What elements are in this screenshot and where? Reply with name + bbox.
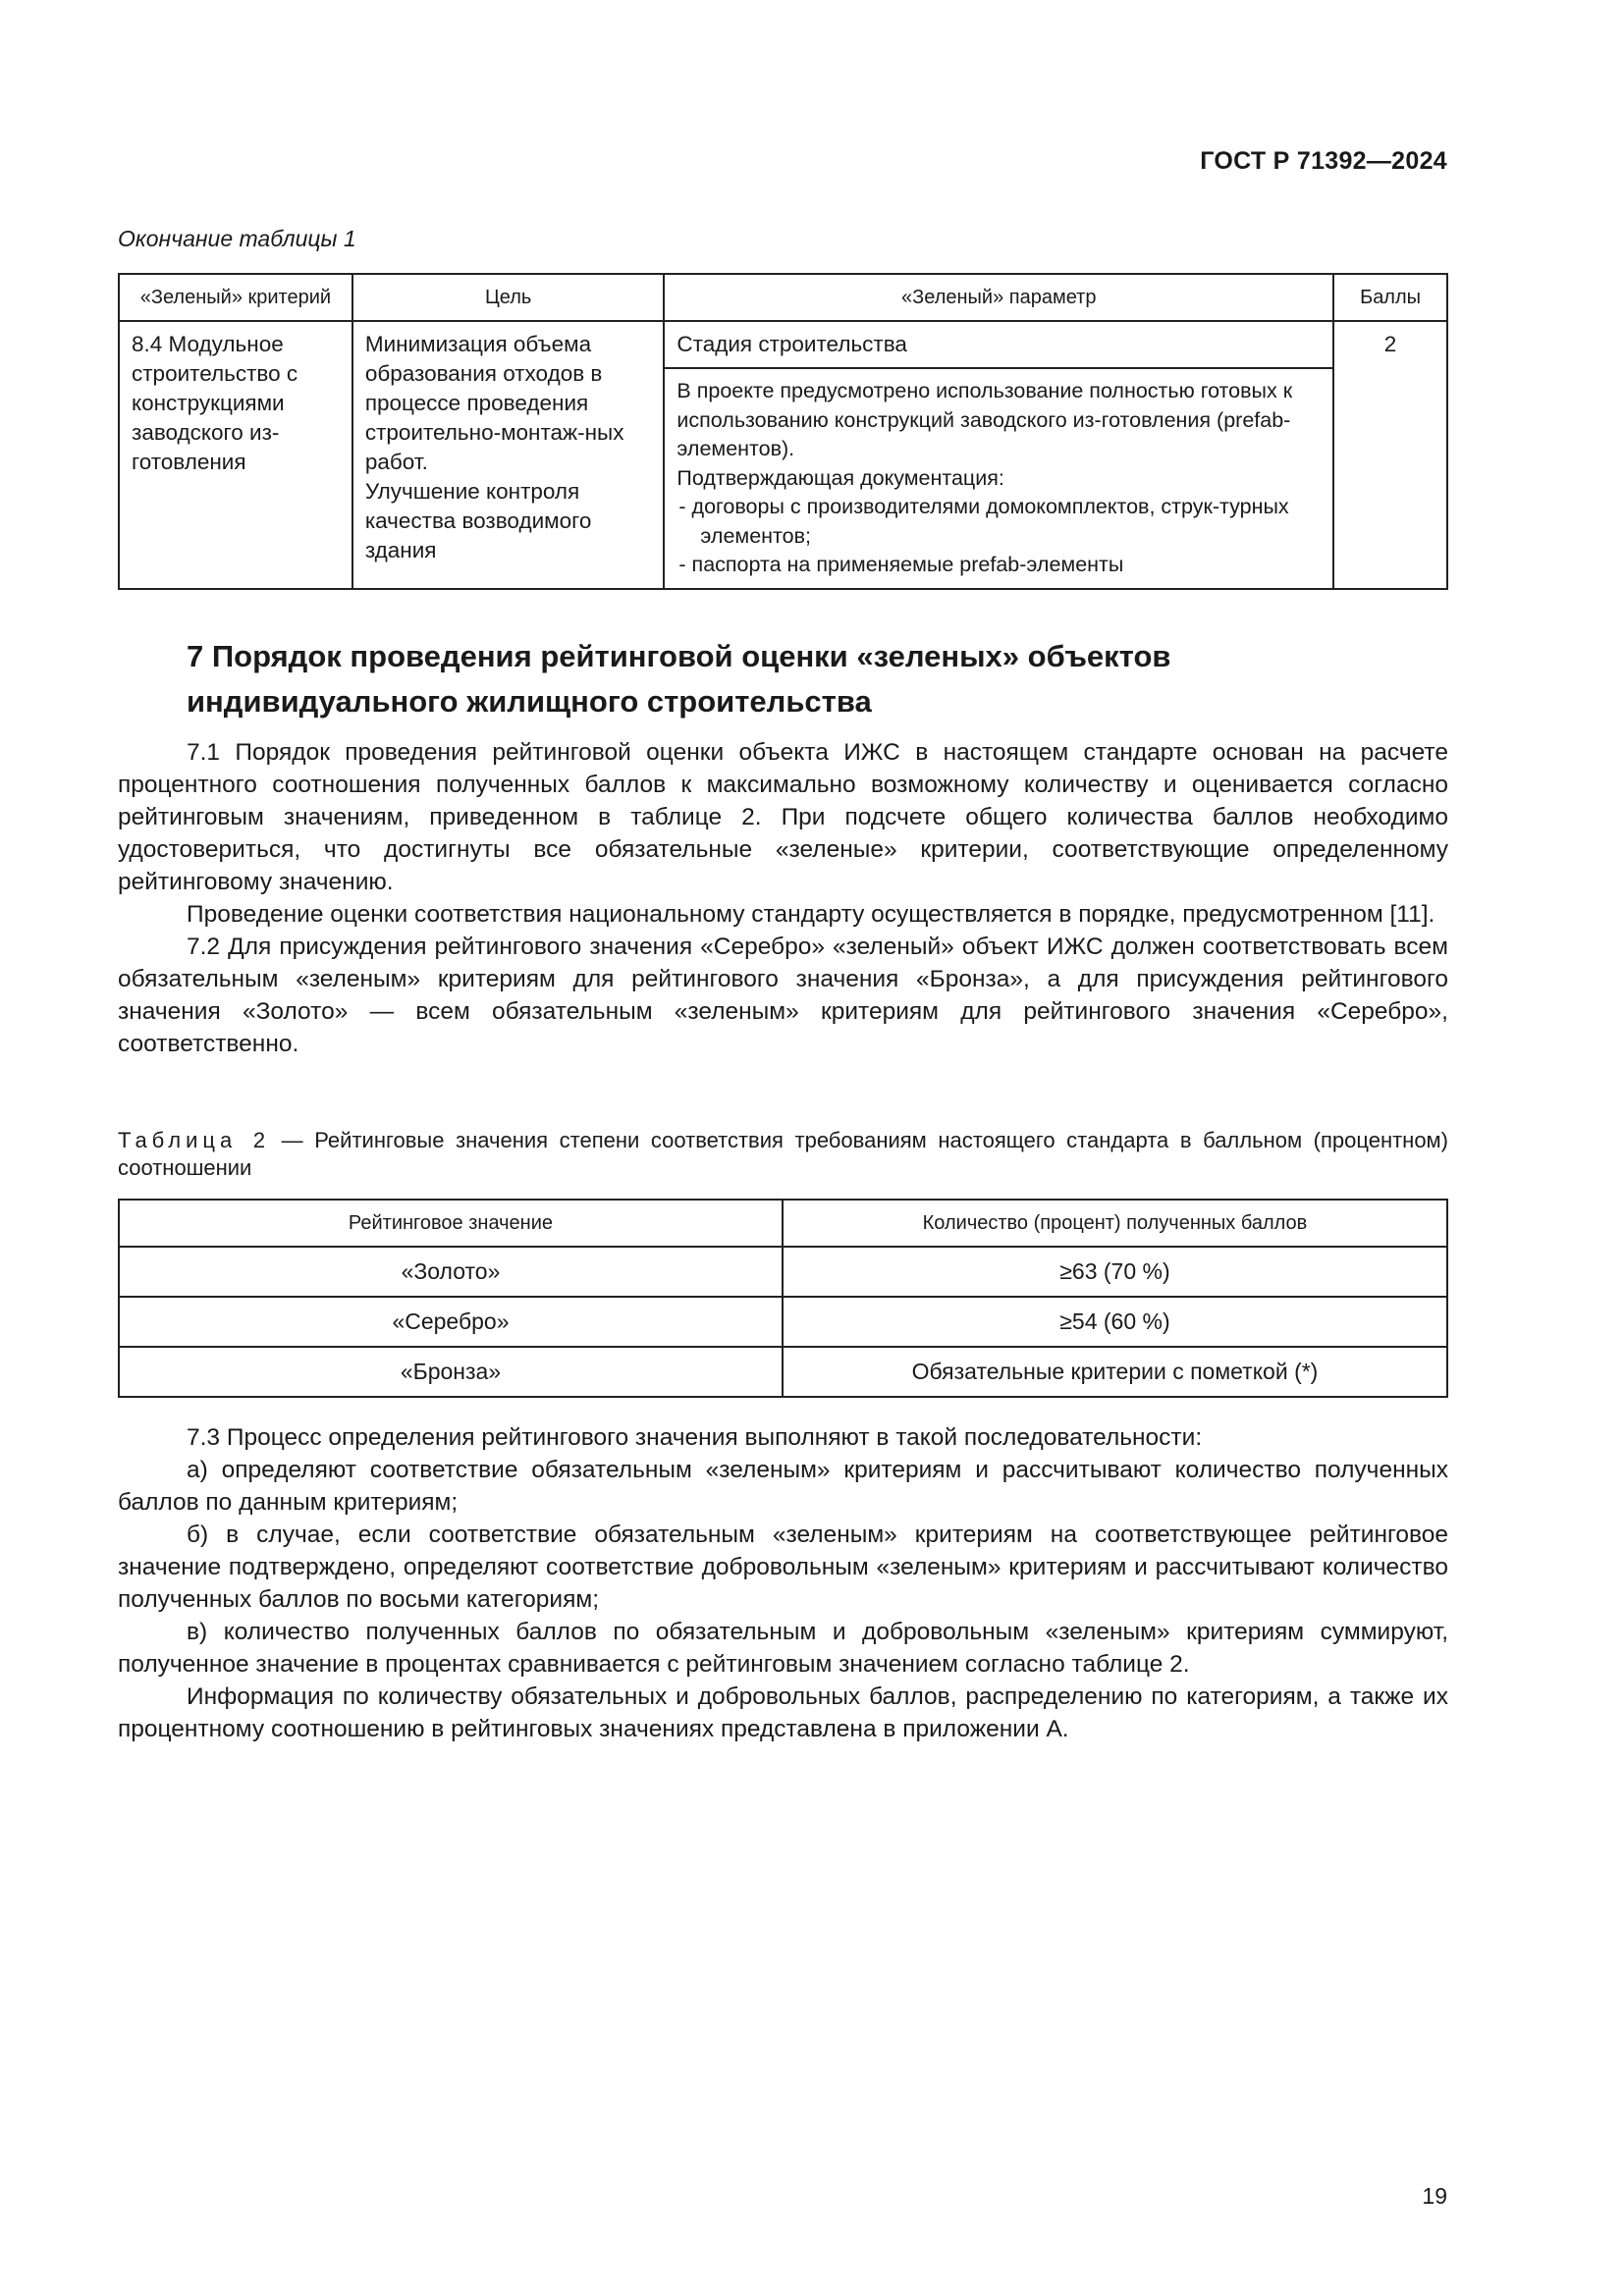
- paragraph: Информация по количеству обязательных и добровольных баллов, распределению по категориям, а также их процентному соотношению в рейтинговых значениях представлена в приложении А.: [118, 1683, 1448, 1742]
- paragraph: б) в случае, если соответствие обязательным «зеленым» критериям на соответствующее рейтинговое значение подтверждено, определяют соответствие добровольным «зеленым» критериям и рассчитывают количество полученных баллов по восьми категориям;: [118, 1522, 1448, 1613]
- docs-item-text: договоры с производителями домокомплектов, струк-турных элементов;: [691, 495, 1289, 548]
- paragraph: 7.2 Для присуждения рейтингового значения «Серебро» «зеленый» объект ИЖС должен соответствовать всем обязательным «зеленым» критериям для рейтингового значения «Бронза», а для присуждения рейтингового значения «Золото» — всем обязательным «зеленым» критериям для рейтингового значения «Серебро», соответственно.: [118, 934, 1448, 1057]
- paragraph: а) определяют соответствие обязательным «зеленым» критериям и рассчитывают количество полученных баллов по данным критериям;: [118, 1457, 1448, 1516]
- table1-col-criterion: «Зеленый» критерий: [119, 274, 352, 321]
- table1-row: [119, 321, 1447, 368]
- points-cell: ≥54 (60 %): [783, 1297, 1447, 1347]
- criterion-text: 8.4 Модульное строительство с конструкциями заводского из-готовления: [132, 332, 298, 474]
- parameter-title-cell: [664, 321, 1333, 368]
- docs-item-text: паспорта на применяемые prefab-элементы: [691, 553, 1124, 576]
- table2-caption: [118, 1127, 1448, 1182]
- points-cell: [1333, 321, 1447, 589]
- paragraph: 7.1 Порядок проведения рейтинговой оценки объекта ИЖС в настоящем стандарте основан на расчете процентного соотношения полученных баллов к максимально возможному количеству и оценивается согласно рейтинговым значениям, приведенном в таблице 2. При подсчете общего количества баллов необходимо удостовериться, что достигнуты все обязательные «зеленые» критерии, соответствующие определенному рейтинговому значению.: [118, 739, 1448, 895]
- paragraph: Проведение оценки соответствия национальному стандарту осуществляется в порядке, предусмотренном [11].: [187, 901, 1435, 928]
- paragraph: 7.3 Процесс определения рейтингового значения выполняют в такой последовательности:: [187, 1424, 1203, 1451]
- rating-cell: «Золото»: [119, 1247, 783, 1297]
- points-cell: Обязательные критерии с пометкой (*): [783, 1347, 1447, 1397]
- standard-code: ГОСТ Р 71392—2024: [1200, 147, 1447, 175]
- goal-line: Улучшение контроля качества возводимого здания: [364, 479, 592, 562]
- criterion-cell: [119, 321, 352, 589]
- table2-col-rating: Рейтинговое значение: [119, 1200, 783, 1247]
- table1-col-goal: Цель: [352, 274, 665, 321]
- table2: [118, 1199, 1448, 1398]
- rating-cell: «Бронза»: [119, 1347, 783, 1397]
- goal-cell: [352, 321, 665, 589]
- table1: [118, 273, 1448, 590]
- table1-caption: Окончание таблицы 1: [118, 226, 356, 251]
- parameter-body-cell: [664, 368, 1333, 589]
- table2-header-row: [119, 1200, 1447, 1247]
- rating-cell: «Серебро»: [119, 1297, 783, 1347]
- table2-caption-text: — Рейтинговые значения степени соответствия требованиям настоящего стандарта в балльном (процентном) соотношении: [118, 1128, 1449, 1180]
- points-cell: ≥63 (70 %): [783, 1247, 1447, 1297]
- section-7-body: [118, 736, 1448, 1060]
- table1-header-row: [119, 274, 1447, 321]
- docs-item: - паспорта на применяемые prefab-элементы: [678, 553, 1124, 576]
- goal-line: Минимизация объема образования отходов в процессе проведения строительно-монтаж-ных работ.: [364, 332, 624, 474]
- paragraph: в) количество полученных баллов по обязательным и добровольным «зеленым» критериям суммируют, полученное значение в процентах сравнивается с рейтинговым значением согласно таблице 2.: [118, 1619, 1448, 1678]
- parameter-text: В проекте предусмотрено использование полностью готовых к использованию конструкций заводского из-готовления (prefab-элементов).: [677, 379, 1293, 460]
- docs-label: Подтверждающая документация:: [677, 465, 1004, 490]
- table1-col-points: Баллы: [1333, 274, 1447, 321]
- section-7-3-body: [118, 1421, 1448, 1745]
- docs-item: - договоры с производителями домокомплектов, струк-турных элементов;: [678, 495, 1289, 548]
- table-row: [119, 1347, 1447, 1397]
- table-row: [119, 1297, 1447, 1347]
- table1-col-parameter: «Зеленый» параметр: [664, 274, 1333, 321]
- page-number: 19: [1422, 2183, 1447, 2209]
- table-row: [119, 1247, 1447, 1297]
- points-value: 2: [1383, 332, 1397, 356]
- table2-caption-label: Таблица 2: [118, 1128, 271, 1152]
- section-7-title: 7 Порядок проведения рейтинговой оценки «зеленых» объектов индивидуального жилищного строительства: [187, 639, 1171, 719]
- table2-col-points: Количество (процент) полученных баллов: [783, 1200, 1447, 1247]
- parameter-title: Стадия строительства: [677, 332, 907, 356]
